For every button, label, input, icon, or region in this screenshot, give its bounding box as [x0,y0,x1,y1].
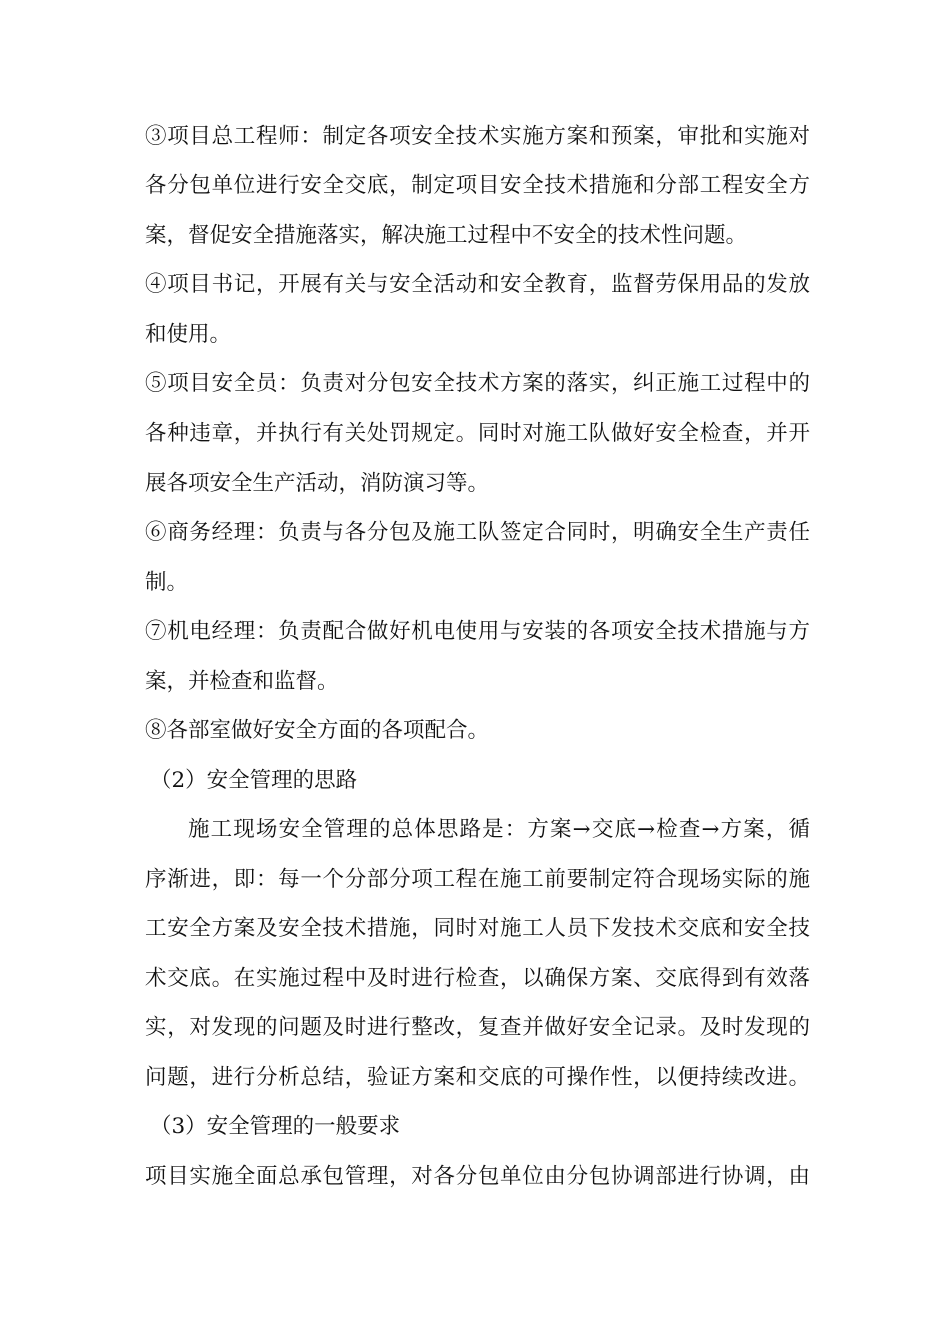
text-line: ⑤项目安全员：负责对分包安全技术方案的落实，纠正施工过程中的 [145,371,810,396]
text-line: 实，对发现的问题及时进行整改，复查并做好安全记录。及时发现的 [145,1015,810,1040]
text-line: 各种违章，并执行有关处罚规定。同时对施工队做好安全检查，并开 [145,421,810,446]
text-line: 问题，进行分析总结，验证方案和交底的可操作性，以便持续改进。 [145,1065,810,1090]
text-line: 和使用。 [145,322,232,347]
text-line: ④项目书记，开展有关与安全活动和安全教育，监督劳保用品的发放 [145,272,810,297]
text-line: ③项目总工程师：制定各项安全技术实施方案和预案，审批和实施对 [145,124,810,149]
text-line: 各分包单位进行安全交底，制定项目安全技术措施和分部工程安全方 [145,173,810,198]
text-line: ⑧各部室做好安全方面的各项配合。 [145,718,490,743]
section-heading: （3）安全管理的一般要求 [150,1114,401,1139]
text-line: 施工现场安全管理的总体思路是：方案→交底→检查→方案，循 [188,817,810,842]
text-line: 案，督促安全措施落实，解决施工过程中不安全的技术性问题。 [145,223,748,248]
text-line: ⑥商务经理：负责与各分包及施工队签定合同时，明确安全生产责任 [145,520,810,545]
section-heading: （2）安全管理的思路 [150,768,358,793]
text-line: 案，并检查和监督。 [145,669,339,694]
text-line: 工安全方案及安全技术措施，同时对施工人员下发技术交底和安全技 [145,916,810,941]
text-line: 项目实施全面总承包管理，对各分包单位由分包协调部进行协调，由 [145,1164,810,1189]
text-line: ⑦机电经理：负责配合做好机电使用与安装的各项安全技术措施与方 [145,619,810,644]
text-line: 制。 [145,570,189,595]
text-line: 术交底。在实施过程中及时进行检查，以确保方案、交底得到有效落 [145,966,810,991]
text-line: 展各项安全生产活动，消防演习等。 [145,471,490,496]
text-line: 序渐进，即：每一个分部分项工程在施工前要制定符合现场实际的施 [145,867,810,892]
